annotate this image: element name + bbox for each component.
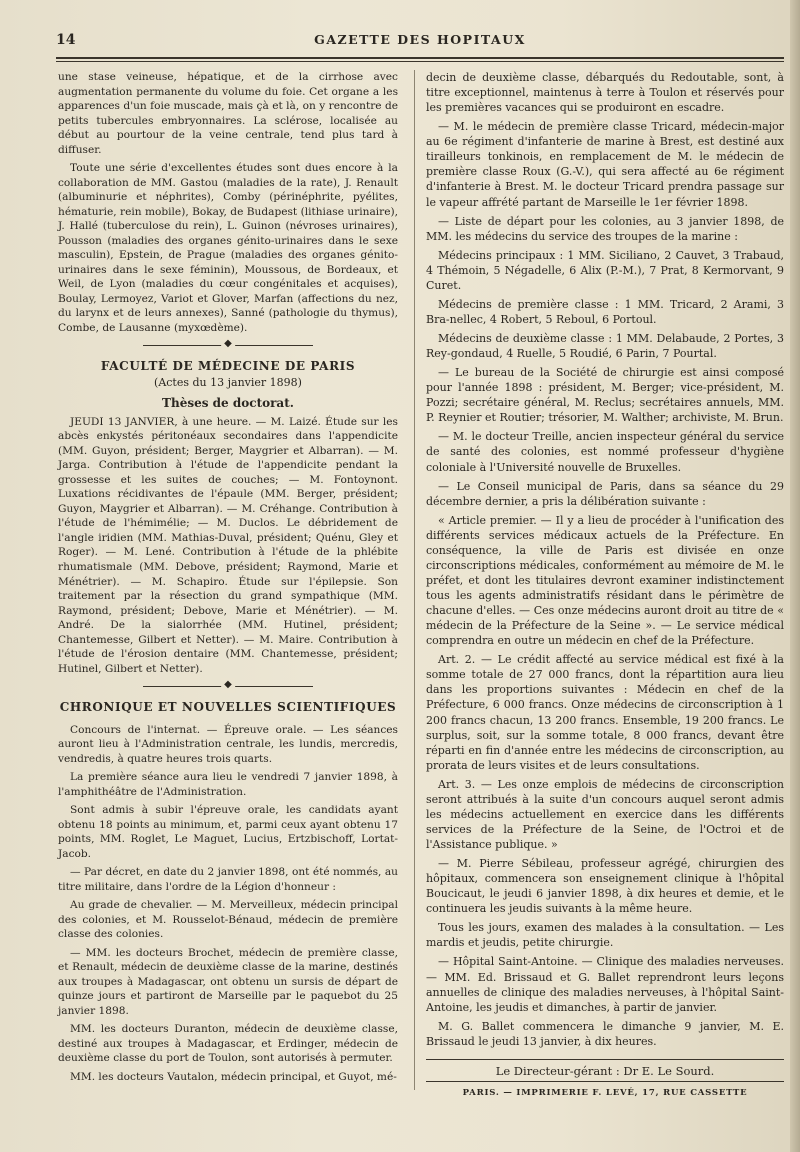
paragraph: — Le Conseil municipal de Paris, dans sa séance du 29 décembre dernier, a pris la délibération suivante : [426,479,784,508]
theses-heading: Thèses de doctorat. [162,396,294,411]
paragraph: — M. Pierre Sébileau, professeur agrégé, chirurgien des hôpitaux, commencera son enseignement clinique à l'hôpital Boucicaut, le jeudi 6 janvier 1898, à dix heures et demie, et le continuera les jeudis suivants à la même heure. [426,857,784,916]
paragraph: Sont admis à subir l'épreuve orale, les candidats ayant obtenu 18 points au minimum, et, parmi ceux ayant obtenu 17 points, MM. Roglet, Le Maguet, Lucius, Ertzbischoff, Lortat-Jacob. [58,804,398,860]
paragraph: Médecins de deuxième classe : 1 MM. Delabaude, 2 Portes, 3 Rey-gondaud, 4 Ruelle, 5 Roudié, 6 Parin, 7 Pourtal. [426,332,784,361]
paragraph: « Article premier. — Il y a lieu de procéder à l'unification des différents services médicaux actuels de la Préfecture. En conséquence, la ville de Paris est divisée en onze circonscriptions médicales, conformément au mémoire de M. le préfet, et dont les titulaires devront examiner indistinctement tous les agents administratifs résidant dans le périmètre de chacune d'elles. — Ces onze médecins auront droit au titre de « médecin de la Préfecture de la Seine ». — Le service médical comprendra en outre un médecin en chef de la Préfecture. [426,513,784,648]
paragraph: Médecins principaux : 1 MM. Siciliano, 2 Cauvet, 3 Trabaud, 4 Thémoin, 5 Négadelle, 6 Alix (P.-M.), 7 Prat, 8 Kermorvant, 9 Curet. [426,248,784,292]
section-title-faculte: FACULTÉ DE MÉDECINE DE PARIS [100,359,356,374]
paragraph: Toute une série d'excellentes études sont dues encore à la collaboration de MM. Gastou (maladies de la rate), J. Renault (albuminurie et néphrites), Comby (périnéphrite, pyélites, hématurie, rein mobile), Bokay, de Budapest (lithiase urinaire), J. Hallé (tuberculose du rein), L. Guinon (névroses urinaires), Pousson (maladies des organes génito-urinaires dans le sexe masculin), Epstein, de Prague (maladies des organes génito-urinaires dans le sexe féminin), Moussous, de Bordeaux, et Weil, de Lyon (maladies du cœur congénitales et acquises), Boulay, Lermoyez, Variot et Glover, Marfan (affections du nez, du larynx et de leurs annexes), Sanné (pathologie du thymus), Combe, de Lausanne (myxœdème). [58,162,398,334]
paragraph: decin de deuxième classe, débarqués du Redoutable, sont, à titre exceptionnel, maintenus à terre à Toulon et réservés pour les premières vacances qui se produiront en escadre. [426,71,784,115]
paragraph: — Le bureau de la Société de chirurgie est ainsi composé pour l'année 1898 : président, M. Berger; vice-président, M. Pozzi; secrétaire général, M. Reclus; secrétaires annuels, MM. P. Reynier et Routier; trésorier, M. Walther; archiviste, M. Brun. [426,366,784,425]
column-divider [414,70,415,1090]
paragraph: MM. les docteurs Duranton, médecin de deuxième classe, destiné aux troupes à Madagascar, et Erdinger, médecin de deuxième classe du port de Toulon, sont autorisés à permuter. [58,1023,398,1065]
paragraph: Art. 2. — Le crédit affecté au service médical est fixé à la somme totale de 27 000 francs, dont la répartition aura lieu dans les proportions suivantes : Médecin en chef de la Préfecture, 6 000 francs. Onze médecins de circonscription à 1 200 francs chacun, 13 200 francs. Ensemble, 19 200 francs. Le surplus, soit, sur la somme totale, 8 000 francs, devant être réparti en fin d'année entre les médecins de circonscription, au prorata de leurs visites et de leurs consultations. [426,653,784,772]
paragraph: Concours de l'internat. — Épreuve orale. — Les séances auront lieu à l'Administration centrale, les lundis, mercredis, vendredis, à quatre heures trois quarts. [58,723,398,765]
section-title-chronique: CHRONIQUE ET NOUVELLES SCIENTIFIQUES [59,700,397,715]
header-rule-thin [56,61,784,62]
section-subtitle: (Actes du 13 janvier 1898) [154,375,302,389]
right-column [426,70,784,1101]
left-column [58,70,398,1088]
paragraph: JEUDI 13 JANVIER, à une heure. — M. Laizé. Étude sur les abcès enkystés péritonéaux secondaires dans l'appendicite (MM. Guyon, président; Berger, Maygrier et Albarran). — M. Jarga. Contribution à l'étude de l'appendicite pendant la grossesse et les suites de couches; — M. Fontoynont. Luxations récidivantes de l'épaule (MM. Berger, président; Guyon, Maygrier et Albarran). — M. Créhange. Contribution à l'étude de l'hémimélie; — M. Duclos. Le débridement de l'angle iridien (MM. Mathias-Duval, président; Quénu, Gley et Roger). — M. Lené. Contribution à l'étude de la phlébite rhumatismale (MM. Debove, président; Raymond, Marie et Ménétrier). — M. Schapiro. Étude sur l'épilepsie. Son traitement par la résection du grand sympathique (MM. Raymond, président; Debove, Marie et Ménétrier). — M. André. De la sialorrhée (MM. Hutinel, président; Chantemesse, Gilbert et Netter). — M. Maire. Contribution à l'étude de l'érosion dentaire (MM. Chantemesse, président; Hutinel, Gilbert et Netter). [58,415,398,675]
paragraph: Art. 3. — Les onze emplois de médecins de circonscription seront attribués à la suite d'un concours auquel seront admis les médecins actuellement en exercice dans les différents services de la Préfecture de la Seine, de l'Octroi et de l'Assistance publique. » [426,777,784,851]
page-number: 14 [56,32,76,48]
paragraph: — M. le médecin de première classe Tricard, médecin-major au 6e régiment d'infanterie de marine à Brest, est destiné aux tirailleurs tonkinois, en remplacement de M. le médecin de première classe Roux (G.-V.), qui sera affecté au 6e régiment d'infanterie à Brest. M. le docteur Tricard prendra passage sur le vapeur affrété partant de Marseille le 1er février 1898. [426,120,784,209]
paragraph: — Par décret, en date du 2 janvier 1898, ont été nommés, au titre militaire, dans l'ordre de la Légion d'honneur : [58,866,398,893]
section-ornament [143,684,313,690]
header-rule [56,57,784,59]
paragraph: — Liste de départ pour les colonies, au 3 janvier 1898, de MM. les médecins du service des troupes de la marine : [426,214,784,243]
paragraph: Tous les jours, examen des malades à la consultation. — Les mardis et jeudis, petite chirurgie. [426,921,784,950]
page-edge [790,0,800,1152]
paragraph: — M. le docteur Treille, ancien inspecteur général du service de santé des colonies, est nommé professeur d'hygiène coloniale à l'Université nouvelle de Bruxelles. [426,430,784,474]
paragraph: une stase veineuse, hépatique, et de la cirrhose avec augmentation permanente du volume du foie. Cet organe a les apparences d'un foie muscade, mais çà et là, on y rencontre de petits tubercules embryonnaires. La sclérose, localisée au début au pourtour de la veine centrale, tend plus tard à diffuser. [58,71,398,156]
journal-title: GAZETTE DES HOPITAUX [314,32,526,47]
printer-imprint: PARIS. — IMPRIMERIE F. LEVÉ, 17, RUE CASSETTE [462,1087,748,1098]
paragraph: Au grade de chevalier. — M. Merveilleux, médecin principal des colonies, et M. Rousselot-Bénaud, médecin de première classe des colonies. [58,899,398,941]
page-header [56,32,784,54]
paragraph: — MM. les docteurs Brochet, médecin de première classe, et Renault, médecin de deuxième classe de la marine, destinés aux troupes à Madagascar, ont obtenu un sursis de départ de quinze jours et partiront de Marseille par le paquebot du 25 janvier 1898. [58,946,398,1017]
director-signature: Le Directeur-gérant : Dr E. Le Sourd. [426,1059,784,1082]
paragraph: — Hôpital Saint-Antoine. — Clinique des maladies nerveuses. — MM. Ed. Brissaud et G. Ballet reprendront leurs leçons annuelles de clinique des maladies nerveuses, à l'hôpital Saint-Antoine, les jeudis et dimanches, à partir de janvier. [426,955,784,1014]
paragraph: M. G. Ballet commencera le dimanche 9 janvier, M. E. Brissaud le jeudi 13 janvier, à dix heures. [426,1019,784,1048]
paragraph: MM. les docteurs Vautalon, médecin principal, et Guyot, mé- [70,1070,397,1083]
paragraph: Médecins de première classe : 1 MM. Tricard, 2 Arami, 3 Bra-nellec, 4 Robert, 5 Reboul, 6 Portoul. [426,297,784,326]
section-ornament [143,343,313,349]
paragraph: La première séance aura lieu le vendredi 7 janvier 1898, à l'amphithéâtre de l'Administration. [58,771,398,798]
